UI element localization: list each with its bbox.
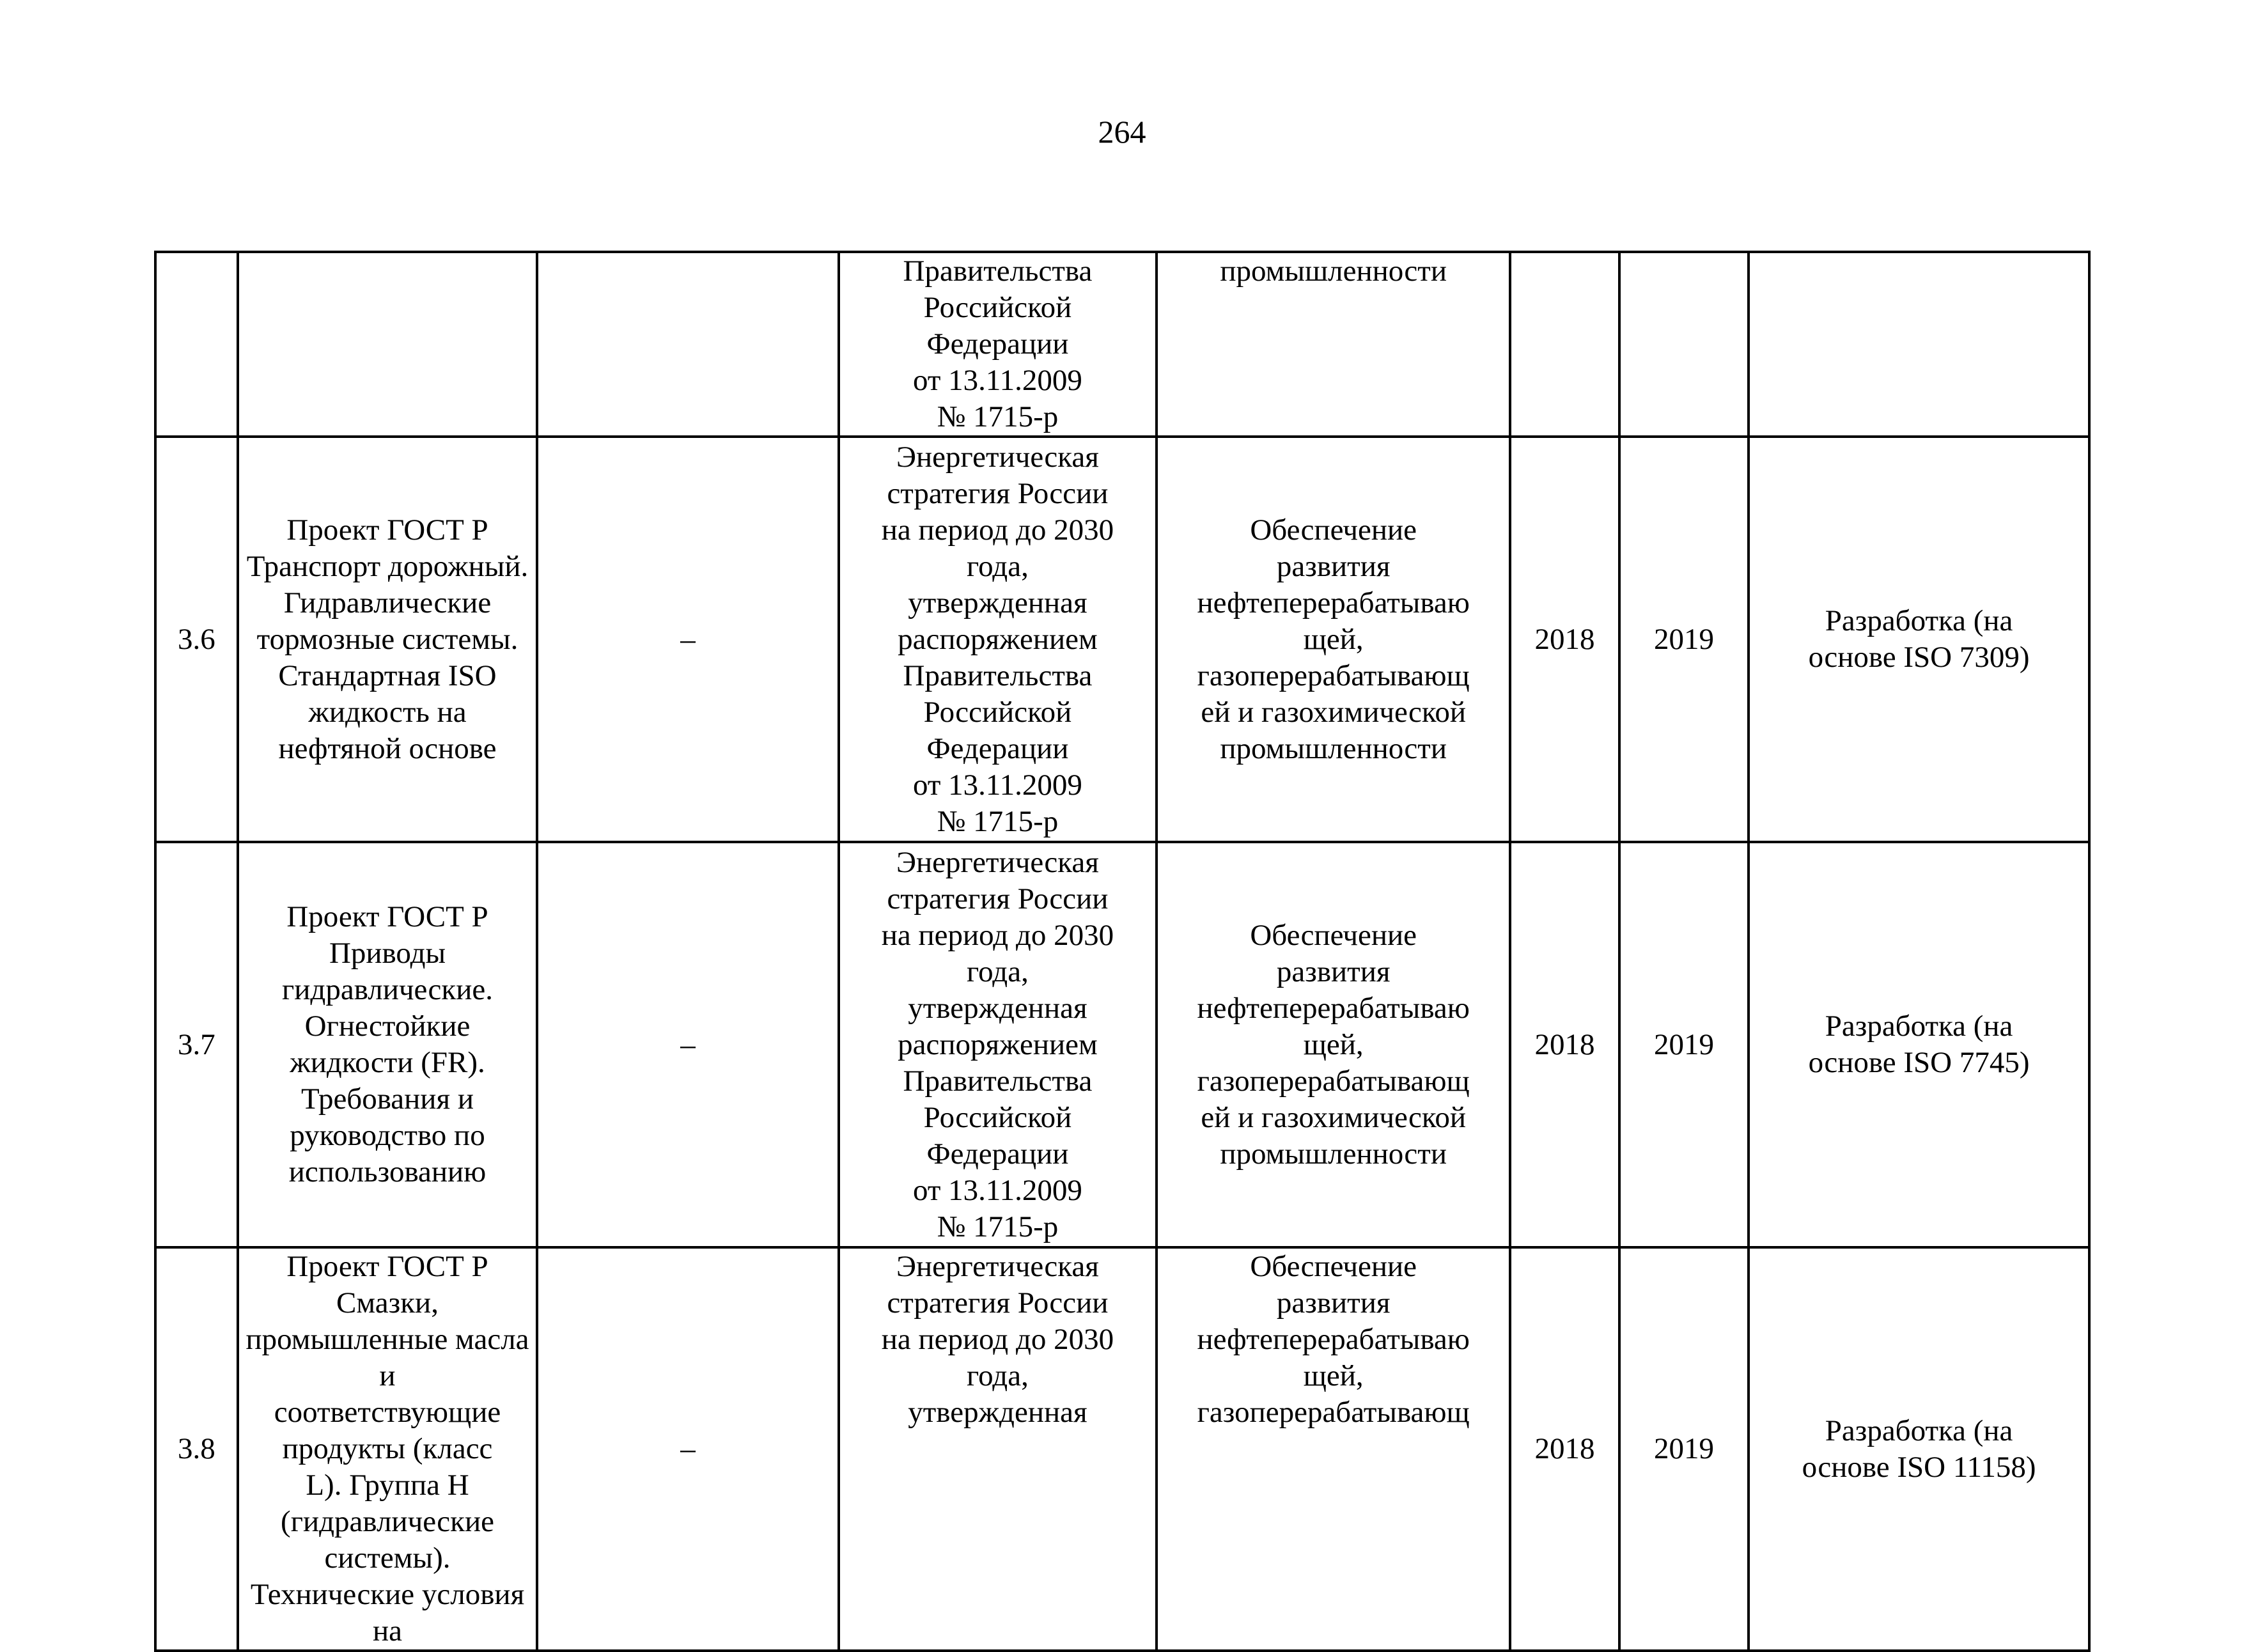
goal-cell: Обеспечение развития нефтеперерабатываю щей, газоперерабатывающ ей и газохимической промышленности <box>1157 437 1510 842</box>
goal-cell: промышленности <box>1157 252 1510 437</box>
code-cell <box>537 252 839 437</box>
note-cell: Разработка (на основе ISO 7309) <box>1749 437 2089 842</box>
table-row <box>155 1247 2089 1651</box>
row-number-cell <box>155 252 238 437</box>
document-name-cell: Проект ГОСТ Р Смазки, промышленные масла и соответствующие продукты (класс L). Группа H (гидравлические системы). Технические условия на <box>238 1247 537 1651</box>
code-cell: – <box>537 437 839 842</box>
row-number-cell: 3.8 <box>155 1247 238 1651</box>
table-row <box>155 437 2089 842</box>
standards-table <box>154 251 2091 1652</box>
basis-cell: Энергетическая стратегия России на период до 2030 года, утвержденная распоряжением Правительства Российской Федерации от 13.11.2009 № 1715-р <box>839 437 1157 842</box>
document-name-cell: Проект ГОСТ Р Транспорт дорожный. Гидравлические тормозные системы. Стандартная ISO жидкость на нефтяной основе <box>238 437 537 842</box>
document-name-cell: Проект ГОСТ Р Приводы гидравлические. Огнестойкие жидкости (FR). Требования и руководство по использованию <box>238 842 537 1247</box>
end-year-cell: 2019 <box>1619 1247 1749 1651</box>
end-year-cell <box>1619 252 1749 437</box>
code-cell: – <box>537 1247 839 1651</box>
note-cell <box>1749 252 2089 437</box>
note-cell: Разработка (на основе ISO 11158) <box>1749 1247 2089 1651</box>
table-row <box>155 252 2089 437</box>
page-number: 264 <box>1098 114 1146 150</box>
basis-cell: Энергетическая стратегия России на период до 2030 года, утвержденная распоряжением Правительства Российской Федерации от 13.11.2009 № 1715-р <box>839 842 1157 1247</box>
row-number-cell: 3.6 <box>155 437 238 842</box>
goal-cell: Обеспечение развития нефтеперерабатываю щей, газоперерабатывающ ей и газохимической промышленности <box>1157 842 1510 1247</box>
basis-cell: Правительства Российской Федерации от 13.11.2009 № 1715-р <box>839 252 1157 437</box>
start-year-cell: 2018 <box>1510 1247 1619 1651</box>
start-year-cell: 2018 <box>1510 437 1619 842</box>
start-year-cell: 2018 <box>1510 842 1619 1247</box>
end-year-cell: 2019 <box>1619 842 1749 1247</box>
goal-cell: Обеспечение развития нефтеперерабатываю щей, газоперерабатывающ <box>1157 1247 1510 1651</box>
note-cell: Разработка (на основе ISO 7745) <box>1749 842 2089 1247</box>
basis-cell: Энергетическая стратегия России на период до 2030 года, утвержденная <box>839 1247 1157 1651</box>
table-row <box>155 842 2089 1247</box>
start-year-cell <box>1510 252 1619 437</box>
row-number-cell: 3.7 <box>155 842 238 1247</box>
code-cell: – <box>537 842 839 1247</box>
end-year-cell: 2019 <box>1619 437 1749 842</box>
document-name-cell <box>238 252 537 437</box>
